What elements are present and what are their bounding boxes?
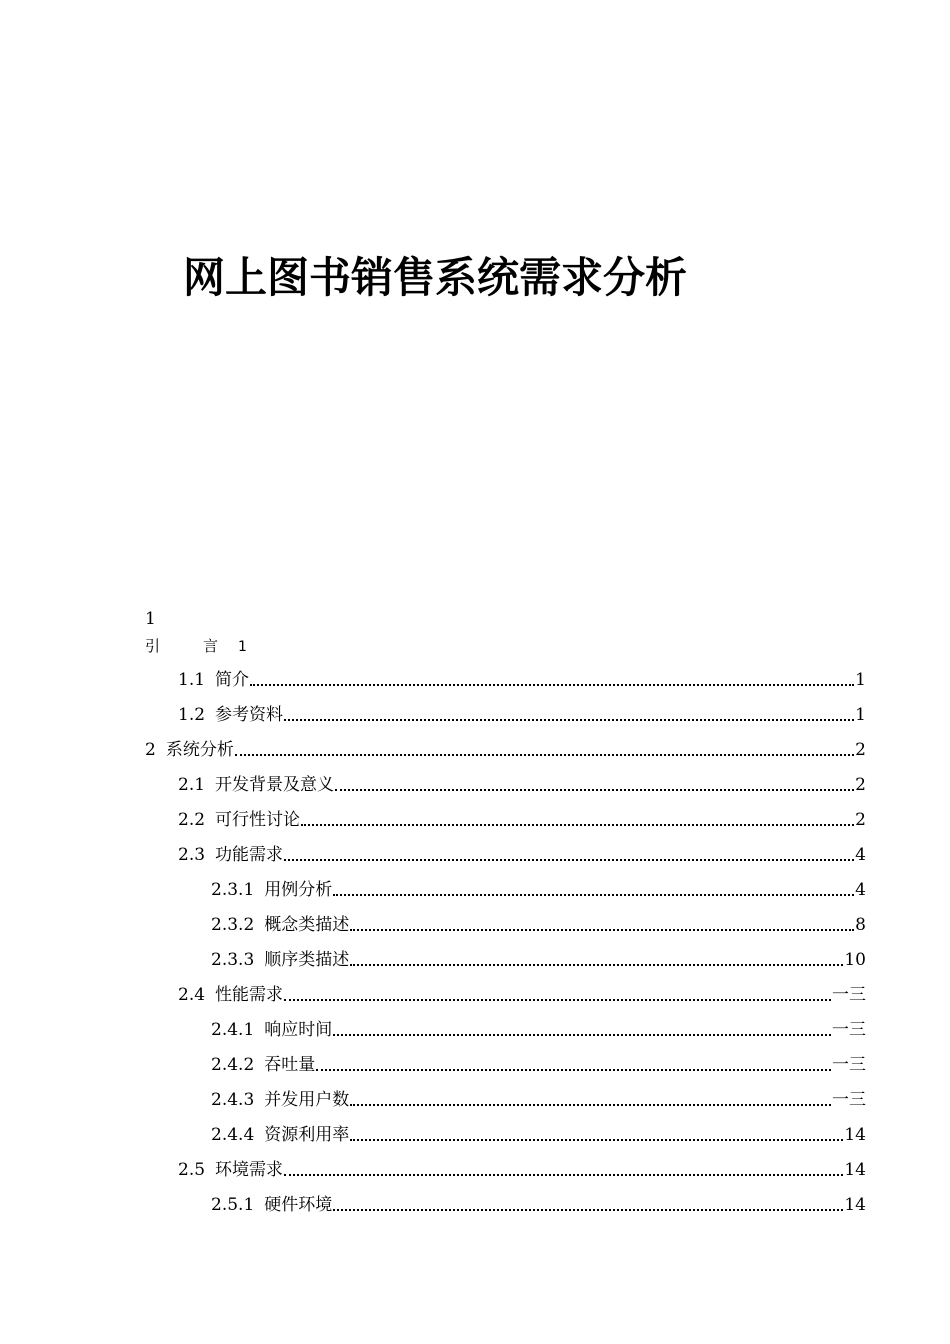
toc-entry-number: 2.2 [178, 810, 206, 830]
toc-entry-page: 一三 [832, 1090, 866, 1110]
toc-dot-leader [350, 1133, 843, 1141]
toc-heading-page: 1 [238, 639, 247, 655]
toc-entry-page: 14 [844, 1195, 866, 1215]
toc-entry[interactable] [211, 877, 866, 901]
toc-dot-leader [316, 1063, 831, 1071]
toc-entry-number: 2.3.3 [211, 950, 255, 970]
toc-entry-page: 14 [844, 1160, 866, 1180]
toc-dot-leader [333, 1028, 831, 1036]
toc-entry-number: 2 [145, 740, 156, 760]
toc-entry-page: 1 [855, 705, 866, 725]
toc-dot-leader [284, 993, 831, 1001]
toc-dot-leader [235, 748, 854, 756]
toc-entry-number: 2.5.1 [211, 1195, 255, 1215]
toc-entry-title: 硬件环境 [264, 1195, 333, 1215]
toc-entry[interactable] [211, 1192, 866, 1216]
toc-entry[interactable] [211, 912, 866, 936]
toc-dot-leader [284, 713, 854, 721]
toc-entry-page: 一三 [832, 1055, 866, 1075]
toc-entry-page: 10 [844, 950, 866, 970]
toc-entry-title: 吞吐量 [264, 1055, 316, 1075]
toc-heading-number: 1 [145, 609, 156, 629]
toc-entry-number: 2.3.2 [211, 915, 255, 935]
toc-dot-leader [350, 923, 854, 931]
toc-dot-leader [335, 783, 854, 791]
toc-entry[interactable] [178, 772, 866, 796]
toc-entry-number: 1.1 [178, 670, 206, 690]
toc-entry[interactable] [211, 1052, 866, 1076]
toc-entry-title: 环境需求 [215, 1160, 284, 1180]
toc-entry[interactable] [211, 1017, 866, 1041]
toc-entry-title: 可行性讨论 [215, 810, 301, 830]
toc-entry-page: 8 [855, 915, 866, 935]
toc-heading-label: 引 言 [145, 637, 233, 655]
toc-entry-title: 简介 [215, 670, 250, 690]
toc-entry[interactable] [178, 982, 866, 1006]
toc-entry-title: 性能需求 [215, 985, 284, 1005]
toc-entry[interactable] [178, 807, 866, 831]
toc-entry[interactable] [178, 842, 866, 866]
toc-dot-leader [284, 1168, 843, 1176]
toc-entry-number: 2.3.1 [211, 880, 255, 900]
toc-entry-page: 14 [844, 1125, 866, 1145]
toc-entry-title: 并发用户数 [264, 1090, 350, 1110]
toc-entry-page: 一三 [832, 1020, 866, 1040]
toc-entry-number: 2.4.3 [211, 1090, 255, 1110]
toc-entry[interactable] [178, 1157, 866, 1181]
toc-heading [145, 636, 247, 657]
toc-entry-title: 用例分析 [264, 880, 333, 900]
toc-entry-number: 2.4 [178, 985, 206, 1005]
toc-entry-number: 1.2 [178, 705, 206, 725]
toc-entry-page: 一三 [832, 985, 866, 1005]
toc-dot-leader [333, 888, 854, 896]
toc-entry-title: 开发背景及意义 [215, 775, 335, 795]
toc-entry-page: 2 [855, 740, 866, 760]
toc-entry[interactable] [211, 947, 866, 971]
toc-entry-title: 系统分析 [165, 740, 234, 760]
document-title: 网上图书销售系统需求分析 [183, 253, 688, 302]
toc-entry-page: 1 [855, 670, 866, 690]
toc-entry-title: 参考资料 [215, 705, 284, 725]
toc-entry-page: 4 [855, 880, 866, 900]
toc-entry-number: 2.3 [178, 845, 206, 865]
toc-entry-page: 2 [855, 810, 866, 830]
toc-entry-title: 资源利用率 [264, 1125, 350, 1145]
toc-entry-title: 功能需求 [215, 845, 284, 865]
toc-entry-page: 4 [855, 845, 866, 865]
toc-dot-leader [350, 958, 843, 966]
toc-entry[interactable] [211, 1122, 866, 1146]
toc-entry-number: 2.1 [178, 775, 206, 795]
toc-entry-page: 2 [855, 775, 866, 795]
toc-dot-leader [333, 1203, 843, 1211]
toc-dot-leader [284, 853, 854, 861]
toc-entry-number: 2.4.1 [211, 1020, 255, 1040]
toc-entry-number: 2.5 [178, 1160, 206, 1180]
toc-entry-title: 响应时间 [264, 1020, 333, 1040]
toc-entry[interactable] [145, 737, 866, 761]
toc-entry[interactable] [178, 667, 866, 691]
toc-entry-title: 概念类描述 [264, 915, 350, 935]
toc-dot-leader [350, 1098, 831, 1106]
toc-dot-leader [250, 678, 854, 686]
toc-entry[interactable] [211, 1087, 866, 1111]
toc-entry-title: 顺序类描述 [264, 950, 350, 970]
toc-entry-number: 2.4.2 [211, 1055, 255, 1075]
toc-entry-number: 2.4.4 [211, 1125, 255, 1145]
toc-dot-leader [301, 818, 854, 826]
toc-entry[interactable] [178, 702, 866, 726]
